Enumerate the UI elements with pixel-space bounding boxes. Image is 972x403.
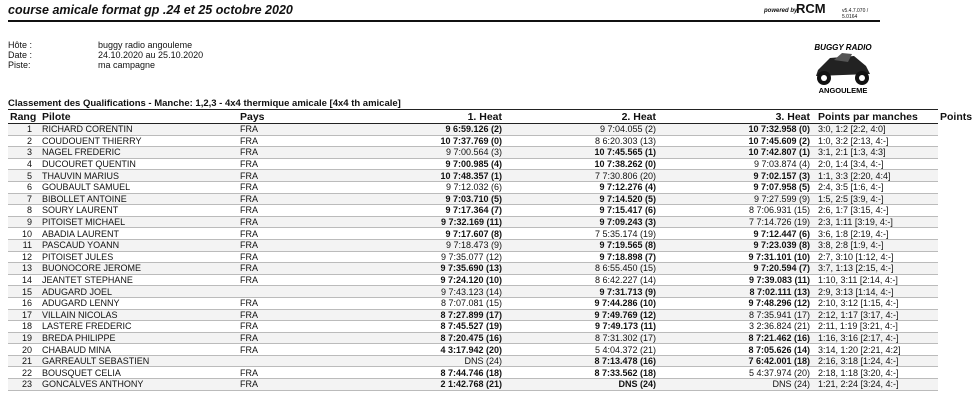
heat1-cell: 8 7:20.475 (16) (350, 332, 504, 344)
rank-cell: 8 (8, 205, 40, 217)
table-row (8, 158, 938, 170)
pays-cell: FRA (238, 379, 350, 391)
table-row (8, 297, 938, 309)
heat2-cell: 9 7:15.417 (6) (504, 205, 658, 217)
heat3-cell: 9 7:03.874 (4) (658, 158, 812, 170)
heat3-cell: 9 7:48.296 (12) (658, 297, 812, 309)
rank-cell: 12 (8, 251, 40, 263)
pilote-cell: THAUVIN MARIUS (40, 170, 238, 182)
table-row (8, 205, 938, 217)
points-par-manches-cell: 2:10, 3:12 [1:15, 4:-] (812, 297, 938, 309)
rank-cell: 6 (8, 181, 40, 193)
heat2-cell: 7 7:30.806 (20) (504, 170, 658, 182)
pays-cell: FRA (238, 344, 350, 356)
rank-cell: 11 (8, 239, 40, 251)
table-row (8, 170, 938, 182)
heat3-cell: 8 7:21.462 (16) (658, 332, 812, 344)
table-row (8, 344, 938, 356)
points-par-manches-cell: 3:0, 1:2 [2:2, 4:0] (812, 124, 938, 136)
pilote-cell: PITOISET JULES (40, 251, 238, 263)
heat3-cell: 8 7:02.111 (13) (658, 286, 812, 298)
rank-cell: 20 (8, 344, 40, 356)
points-par-manches-cell: 1:0, 3:2 [2:13, 4:-] (812, 135, 938, 147)
pilote-cell: JEANTET STEPHANE (40, 274, 238, 286)
points-par-manches-cell: 2:3, 1:11 [3:19, 4:-] (812, 216, 938, 228)
piste-value: ma campagne (98, 60, 156, 70)
heat3-cell: 10 7:45.609 (2) (658, 135, 812, 147)
heat1-cell: 9 7:32.169 (11) (350, 216, 504, 228)
points-par-manches-cell: 2:7, 3:10 [1:12, 4:-] (812, 251, 938, 263)
pilote-cell: CHABAUD MINA (40, 344, 238, 356)
rank-cell: 4 (8, 158, 40, 170)
heat1-cell: 9 7:00.564 (3) (350, 147, 504, 159)
header-divider (8, 20, 880, 22)
pilote-cell: BREDA PHILIPPE (40, 332, 238, 344)
heat3-cell: 9 7:07.958 (5) (658, 181, 812, 193)
pays-cell: FRA (238, 124, 350, 136)
table-row (8, 181, 938, 193)
rank-cell: 15 (8, 286, 40, 298)
points-par-manches-cell: 3:7, 1:13 [2:15, 4:-] (812, 263, 938, 275)
rank-cell: 14 (8, 274, 40, 286)
pays-cell: FRA (238, 228, 350, 240)
points-par-manches-cell: 3:1, 2:1 [1:3, 4:3] (812, 147, 938, 159)
pays-cell: FRA (238, 263, 350, 275)
rank-cell: 19 (8, 332, 40, 344)
heat2-cell: 8 7:33.562 (18) (504, 367, 658, 379)
table-row (8, 228, 938, 240)
heat3-cell: 9 7:12.447 (6) (658, 228, 812, 240)
heat3-cell: 9 7:20.594 (7) (658, 263, 812, 275)
heat2-cell: 8 7:31.302 (17) (504, 332, 658, 344)
heat2-cell: 8 7:13.478 (16) (504, 355, 658, 367)
hote-label: Hôte : (8, 40, 33, 50)
pilote-cell: LASTERE FREDERIC (40, 321, 238, 333)
points-par-manches-cell: 1:10, 3:11 [2:14, 4:-] (812, 274, 938, 286)
col-heat3: 3. Heat (658, 110, 812, 124)
heat1-cell: 9 7:17.364 (7) (350, 205, 504, 217)
table-row (8, 367, 938, 379)
heat3-cell: 10 7:42.807 (1) (658, 147, 812, 159)
points-par-manches-cell: 2:0, 1:4 [3:4, 4:-] (812, 158, 938, 170)
heat2-cell: 8 6:55.450 (15) (504, 263, 658, 275)
points-par-manches-cell: 1:21, 2:24 [3:24, 4:-] (812, 379, 938, 391)
heat1-cell: 9 7:24.120 (10) (350, 274, 504, 286)
table-row (8, 321, 938, 333)
table-row (8, 193, 938, 205)
pays-cell: FRA (238, 367, 350, 379)
table-row (8, 286, 938, 298)
heat3-cell: 7 6:42.001 (18) (658, 355, 812, 367)
date-label: Date : (8, 50, 33, 60)
col-heat1: 1. Heat (350, 110, 504, 124)
heat2-cell: 9 7:49.769 (12) (504, 309, 658, 321)
rank-cell: 5 (8, 170, 40, 182)
brand-label: RCM (796, 1, 826, 16)
points-par-manches-cell: 2:4, 3:5 [1:6, 4:-] (812, 181, 938, 193)
pays-cell: FRA (238, 158, 350, 170)
pays-cell: FRA (238, 205, 350, 217)
heat3-cell: 5 4:37.974 (20) (658, 367, 812, 379)
pilote-cell: SOURY LAURENT (40, 205, 238, 217)
rank-cell: 3 (8, 147, 40, 159)
table-row (8, 355, 938, 367)
heat3-cell: 7 7:14.726 (19) (658, 216, 812, 228)
hote-value: buggy radio angouleme (98, 40, 193, 50)
heat3-cell: 9 7:02.157 (3) (658, 170, 812, 182)
heat1-cell: 9 7:17.607 (8) (350, 228, 504, 240)
pays-cell: FRA (238, 297, 350, 309)
points-par-manches-cell: 3:8, 2:8 [1:9, 4:-] (812, 239, 938, 251)
pays-cell (238, 355, 350, 367)
rank-cell: 13 (8, 263, 40, 275)
date-value: 24.10.2020 au 25.10.2020 (98, 50, 204, 60)
event-meta (8, 40, 203, 70)
heat1-cell: 10 7:48.357 (1) (350, 170, 504, 182)
heat2-cell: 9 7:44.286 (10) (504, 297, 658, 309)
points-par-manches-cell: 3:14, 1:20 [2:21, 4:2] (812, 344, 938, 356)
table-row (8, 239, 938, 251)
col-pilote: Pilote (40, 110, 238, 124)
heat1-cell: 9 7:35.077 (12) (350, 251, 504, 263)
pilote-cell: DUCOURET QUENTIN (40, 158, 238, 170)
table-header-row: Rang Pilote Pays 1. Heat 2. Heat 3. Heat Points par manches Points (10, 110, 972, 123)
heat1-cell: 9 7:18.473 (9) (350, 239, 504, 251)
powered-by-label: powered by (764, 8, 798, 14)
table-row (8, 309, 938, 321)
pilote-cell: GONCALVES ANTHONY (40, 379, 238, 391)
pays-cell: FRA (238, 170, 350, 182)
pays-cell: FRA (238, 239, 350, 251)
table-row (8, 332, 938, 344)
pays-cell: FRA (238, 135, 350, 147)
heat3-cell: 9 7:39.083 (11) (658, 274, 812, 286)
heat2-cell: 9 7:09.243 (3) (504, 216, 658, 228)
pilote-cell: NAGEL FREDERIC (40, 147, 238, 159)
rank-cell: 1 (8, 124, 40, 136)
heat1-cell: 8 7:44.746 (18) (350, 367, 504, 379)
heat2-cell: 9 7:31.713 (9) (504, 286, 658, 298)
pays-cell: FRA (238, 309, 350, 321)
points-par-manches-cell: 2:9, 3:13 [1:14, 4:-] (812, 286, 938, 298)
pays-cell: FRA (238, 251, 350, 263)
page-title: course amicale format gp .24 et 25 octobre 2020 (8, 3, 293, 17)
heat2-cell: 7 5:35.174 (19) (504, 228, 658, 240)
table-row (8, 147, 938, 159)
table-row (8, 135, 938, 147)
col-points-par-manches: Points par manches (812, 110, 938, 124)
table-row (8, 124, 938, 136)
pilote-cell: GARREAULT SEBASTIEN (40, 355, 238, 367)
points-par-manches-cell: 1:5, 2:5 [3:9, 4:-] (812, 193, 938, 205)
heat3-cell: 9 7:31.101 (10) (658, 251, 812, 263)
heat2-cell: 10 7:45.565 (1) (504, 147, 658, 159)
rank-cell: 2 (8, 135, 40, 147)
pays-cell: FRA (238, 321, 350, 333)
heat2-cell: 9 7:12.276 (4) (504, 181, 658, 193)
heat2-cell: 10 7:38.262 (0) (504, 158, 658, 170)
pilote-cell: ADUGARD JOEL (40, 286, 238, 298)
points-par-manches-cell: 2:12, 1:17 [3:17, 4:-] (812, 309, 938, 321)
pays-cell: FRA (238, 216, 350, 228)
heat2-cell: 9 7:18.898 (7) (504, 251, 658, 263)
table-row (8, 379, 938, 391)
buggy-radio-logo (808, 40, 878, 95)
rank-cell: 23 (8, 379, 40, 391)
pays-cell (238, 286, 350, 298)
pays-cell: FRA (238, 193, 350, 205)
col-heat2: 2. Heat (504, 110, 658, 124)
pays-cell: FRA (238, 147, 350, 159)
heat2-cell: 9 7:14.520 (5) (504, 193, 658, 205)
heat1-cell: 9 7:03.710 (5) (350, 193, 504, 205)
heat1-cell: 9 7:43.123 (14) (350, 286, 504, 298)
heat2-cell: 9 7:04.055 (2) (504, 124, 658, 136)
points-par-manches-cell: 3:6, 1:8 [2:19, 4:-] (812, 228, 938, 240)
logo-line1: BUGGY RADIO (814, 43, 872, 52)
classification-subtitle: Classement des Qualifications - Manche: 1,2,3 - 4x4 thermique amicale [4x4 th amicale] (8, 98, 401, 109)
heat2-cell: 8 6:42.227 (14) (504, 274, 658, 286)
pilote-cell: BUONOCORE JEROME (40, 263, 238, 275)
pilote-cell: RICHARD CORENTIN (40, 124, 238, 136)
piste-label: Piste: (8, 60, 31, 70)
pays-cell: FRA (238, 181, 350, 193)
col-rang: Rang (8, 110, 40, 124)
heat1-cell: 8 7:45.527 (19) (350, 321, 504, 333)
results-table (8, 109, 972, 391)
rank-cell: 7 (8, 193, 40, 205)
rank-cell: 22 (8, 367, 40, 379)
heat3-cell: 8 7:06.931 (15) (658, 205, 812, 217)
pilote-cell: VILLAIN NICOLAS (40, 309, 238, 321)
col-pays: Pays (238, 110, 350, 124)
heat3-cell: DNS (24) (658, 379, 812, 391)
heat2-cell: 9 7:49.173 (11) (504, 321, 658, 333)
pilote-cell: PITOISET MICHAEL (40, 216, 238, 228)
pilote-cell: BIBOLLET ANTOINE (40, 193, 238, 205)
heat2-cell: 9 7:19.565 (8) (504, 239, 658, 251)
heat1-cell: 4 3:17.942 (20) (350, 344, 504, 356)
points-par-manches-cell: 2:11, 1:19 [3:21, 4:-] (812, 321, 938, 333)
heat3-cell: 3 2:36.824 (21) (658, 321, 812, 333)
table-row (8, 251, 938, 263)
pays-cell: FRA (238, 274, 350, 286)
heat2-cell: 8 6:20.303 (13) (504, 135, 658, 147)
table-row (8, 216, 938, 228)
heat3-cell: 9 7:27.599 (9) (658, 193, 812, 205)
heat1-cell: 9 7:35.690 (13) (350, 263, 504, 275)
heat2-cell: 5 4:04.372 (21) (504, 344, 658, 356)
pilote-cell: ABADIA LAURENT (40, 228, 238, 240)
table-row (8, 263, 938, 275)
heat1-cell: 9 7:12.032 (6) (350, 181, 504, 193)
heat1-cell: 8 7:27.899 (17) (350, 309, 504, 321)
version-label: v5.4.7.070 / 5.0164 (842, 8, 869, 20)
rank-cell: 21 (8, 355, 40, 367)
heat3-cell: 10 7:32.958 (0) (658, 124, 812, 136)
heat1-cell: 8 7:07.081 (15) (350, 297, 504, 309)
heat3-cell: 8 7:05.626 (14) (658, 344, 812, 356)
table-row (8, 274, 938, 286)
points-par-manches-cell: 2:16, 3:18 [1:24, 4:-] (812, 355, 938, 367)
heat1-cell: DNS (24) (350, 355, 504, 367)
logo-line2: ANGOULEME (818, 86, 868, 95)
heat2-cell: DNS (24) (504, 379, 658, 391)
pilote-cell: ADUGARD LENNY (40, 297, 238, 309)
points-par-manches-cell: 1:1, 3:3 [2:20, 4:4] (812, 170, 938, 182)
pilote-cell: COUDOUENT THIERRY (40, 135, 238, 147)
heat1-cell: 9 6:59.126 (2) (350, 124, 504, 136)
rank-cell: 17 (8, 309, 40, 321)
heat1-cell: 9 7:00.985 (4) (350, 158, 504, 170)
rank-cell: 9 (8, 216, 40, 228)
points-par-manches-cell: 2:6, 1:7 [3:15, 4:-] (812, 205, 938, 217)
pilote-cell: PASCAUD YOANN (40, 239, 238, 251)
pilote-cell: BOUSQUET CELIA (40, 367, 238, 379)
heat3-cell: 8 7:35.941 (17) (658, 309, 812, 321)
pays-cell: FRA (238, 332, 350, 344)
rank-cell: 18 (8, 321, 40, 333)
pilote-cell: GOUBAULT SAMUEL (40, 181, 238, 193)
rank-cell: 10 (8, 228, 40, 240)
points-par-manches-cell: 2:18, 1:18 [3:20, 4:-] (812, 367, 938, 379)
heat1-cell: 2 1:42.768 (21) (350, 379, 504, 391)
heat3-cell: 9 7:23.039 (8) (658, 239, 812, 251)
points-par-manches-cell: 1:16, 3:16 [2:17, 4:-] (812, 332, 938, 344)
heat1-cell: 10 7:37.769 (0) (350, 135, 504, 147)
rank-cell: 16 (8, 297, 40, 309)
